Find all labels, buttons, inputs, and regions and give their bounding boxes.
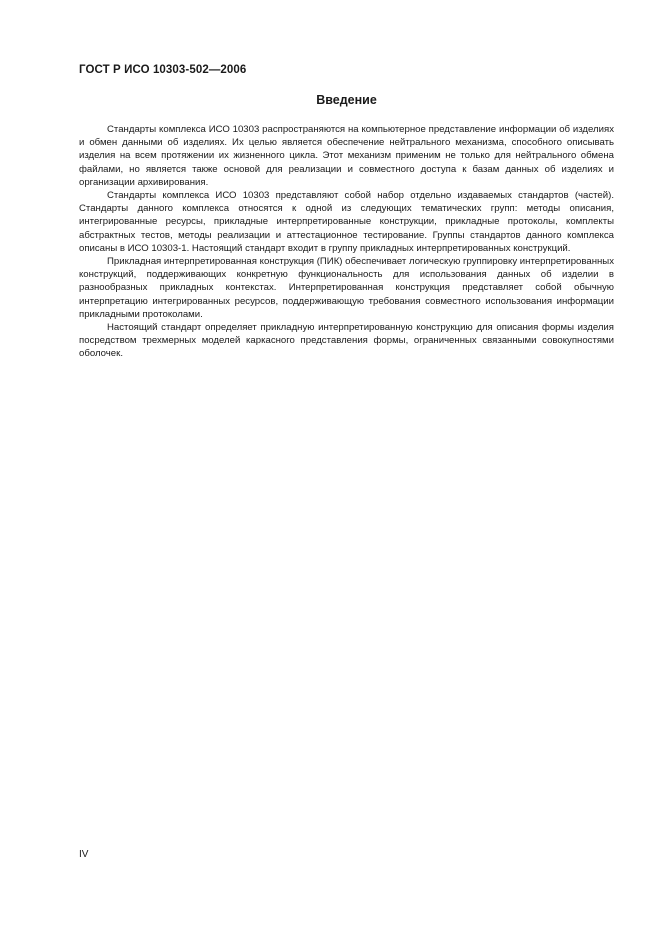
document-code-header: ГОСТ Р ИСО 10303-502—2006 [79,64,247,76]
introduction-body [79,123,614,361]
page-number: IV [79,849,89,860]
paragraph: Стандарты комплекса ИСО 10303 распространяются на компьютерное представление информации об изделиях и обмен данными об изделиях. Их целью является обеспечение нейтрального механизма, способного описывать изделия на всем протяжении их жизненного цикла. Этот механизм применим не только для нейтрального обмена файлами, но является также основой для реализации и совместного доступа к базам данных об изделиях и организации архивирования. [79,124,614,188]
paragraph: Стандарты комплекса ИСО 10303 представляют собой набор отдельно издаваемых стандартов (частей). Стандарты данного комплекса относятся к одной из следующих тематических групп: методы описания, интегрированные ресурсы, прикладные интерпретированные конструкции, прикладные протоколы, комплекты абстрактных тестов, методы реализации и аттестационное тестирование. Группы стандартов данного комплекса описаны в ИСО 10303-1. Настоящий стандарт входит в группу прикладных интерпретированных конструкций. [79,190,614,254]
paragraph: Настоящий стандарт определяет прикладную интерпретированную конструкцию для описания формы изделия посредством трехмерных моделей каркасного представления формы, ограниченных связанными совокупностями оболочек. [79,322,614,360]
paragraph: Прикладная интерпретированная конструкция (ПИК) обеспечивает логическую группировку интерпретированных конструкций, поддерживающих конкретную функциональность для использования данных об изделии в разнообразных прикладных контекстах. Интерпретированная конструкция представляет собой обычную интерпретацию интегрированных ресурсов, поддерживающую требования совместного использования информации прикладными протоколами. [79,256,614,320]
section-title: Введение [316,93,377,107]
